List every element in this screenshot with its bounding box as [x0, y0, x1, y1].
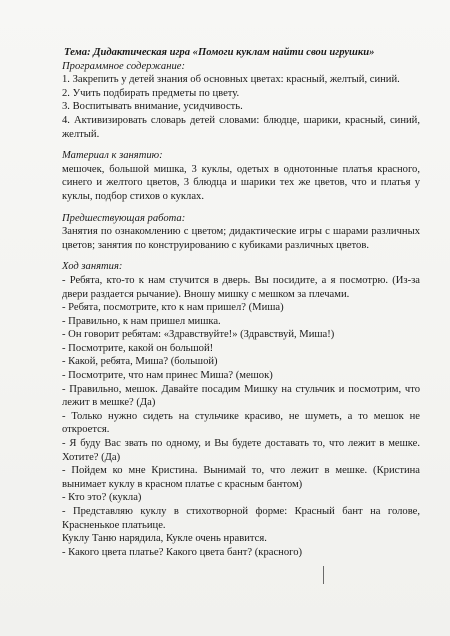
pencil-mark — [323, 566, 324, 584]
dialog-line: - Какой, ребята, Миша? (большой) — [62, 356, 218, 368]
program-item: 4. Активизировать словарь детей словами: блюдце, шарики, красный, синий, желтый. — [62, 114, 420, 140]
program-heading: Программное содержание: — [62, 60, 186, 72]
dialog-line: - Какого цвета платье? Какого цвета бант? (красного) — [62, 546, 303, 558]
dialog-line: - Ребята, кто-то к нам стучится в дверь. Вы посидите, а я посмотрю. (Из-за двери раздается рычание). Вношу мишку с мешком за плечами. — [62, 274, 420, 300]
preliminary-heading: Предшествующая работа: — [62, 212, 186, 224]
program-list — [62, 73, 420, 141]
program-item: 1. Закрепить у детей знания об основных цветах: красный, желтый, синий. — [62, 74, 400, 86]
dialog-line: - Только нужно сидеть на стульчике красиво, не шуметь, а то мешок не откроется. — [62, 410, 420, 436]
dialog-line: - Кто это? (кукла) — [62, 492, 142, 504]
dialog-line: - Посмотрите, что нам принес Миша? (мешок) — [62, 370, 273, 382]
dialog-line: - Ребята, посмотрите, кто к нам пришел? (Миша) — [62, 302, 284, 314]
dialog-line: - Я буду Вас звать по одному, и Вы будете доставать то, что лежит в мешке. Хотите? (Да) — [62, 438, 420, 463]
material-text: мешочек, большой мишка, 3 куклы, одетых в однотонные платья красного, синего и желтого цветов, 3 блюдца и шарики тех же цветов, что и платья у куклы, подбор стихов о куклах. — [62, 163, 420, 202]
preliminary-text: Занятия по ознакомлению с цветом; дидактические игры с шарами различных цветов; занятия по конструированию с кубиками различных цветов. — [62, 226, 420, 251]
dialog-line: - Пойдем ко мне Кристина. Вынимай то, что лежит в мешке. (Кристина вынимает куклу в красном платье с красным бантом) — [62, 465, 420, 490]
program-item: 2. Учить подбирать предметы по цвету. — [62, 87, 240, 99]
material-heading: Материал к занятию: — [62, 150, 163, 162]
course-dialog — [62, 274, 420, 559]
dialog-line: - Посмотрите, какой он большой! — [62, 342, 214, 354]
dialog-line: - Представляю куклу в стихотворной форме: Красный бант на голове, Красненькое платьице. — [62, 506, 420, 531]
dialog-line: - Правильно, мешок. Давайте посадим Мишку на стульчик и посмотрим, что лежит в мешке? (Да) — [62, 383, 420, 409]
program-item: 3. Воспитывать внимание, усидчивость. — [62, 101, 243, 113]
dialog-line: Куклу Таню нарядила, Кукле очень нравится. — [62, 533, 267, 545]
document-title: Тема: Дидактическая игра «Помоги куклам найти свои игрушки» — [64, 47, 375, 58]
dialog-line: - Правильно, к нам пришел мишка. — [62, 315, 221, 327]
course-heading: Ход занятия: — [62, 261, 123, 273]
dialog-line: - Он говорит ребятам: «Здравствуйте!» (Здравствуй, Миша!) — [62, 329, 335, 341]
